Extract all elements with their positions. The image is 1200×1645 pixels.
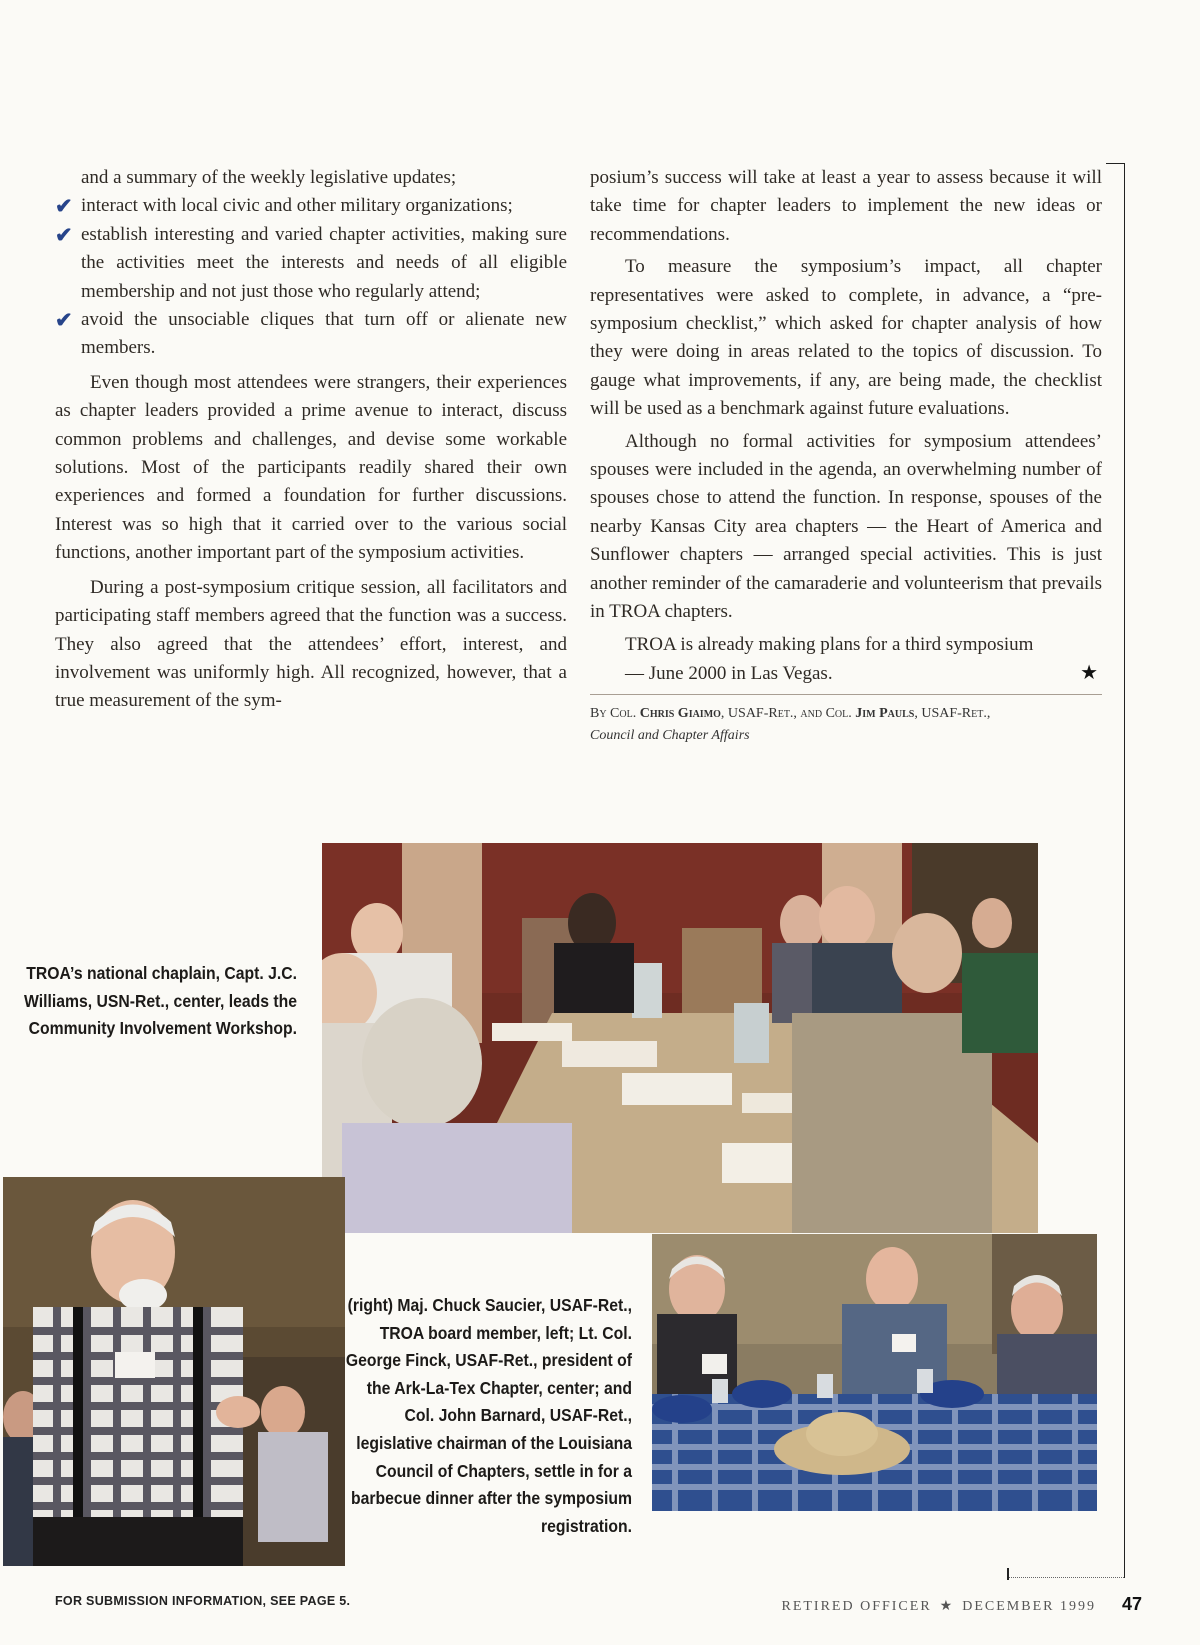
continuation-paragraph: posium’s success will take at least a year to assess because it will take time for chapter leaders to implement the new ideas or recommendations. <box>590 167 1102 245</box>
body-paragraph: Even though most attendees were strangers, their experiences as chapter leaders provided a prime avenue to interact, discuss common problems and challenges, and devise some workable solutions. Most of the participants readily shared their own experiences and formed a foundation for further discussions. Interest was so high that it carried over to the various social functions, another important part of the symposium activities. <box>55 371 567 564</box>
body-paragraph: Although no formal activities for symposium attendees’ spouses were included in the agenda, an overwhelming number of spouses chose to attend the function. In response, spouses of the nearby Kansas City area chapters — the Heart of America and Sunflower chapters — arranged special activities. This is just another reminder of the camaraderie and volunteerism that prevails in TROA chapters. <box>590 430 1102 623</box>
bullet-item <box>55 306 567 363</box>
byline-department: Council and Chapter Affairs <box>590 728 750 744</box>
caption-chaplain: TROA’s national chaplain, Capt. J.C. Williams, USN-Ret., center, leads the Community Involvement Workshop. <box>24 963 298 1039</box>
byline-author: Jim Pauls <box>855 706 915 722</box>
checkmark-icon: ✔ <box>55 222 73 247</box>
page-number: 47 <box>1121 1594 1142 1614</box>
photo-community-workshop <box>322 843 1038 1233</box>
article-right-column <box>590 164 1102 747</box>
publication-name: RETIRED OFFICER <box>781 1599 932 1614</box>
end-star-icon: ★ <box>1080 661 1098 684</box>
footer-submission-note: FOR SUBMISSION INFORMATION, SEE PAGE 5. <box>55 1594 351 1608</box>
byline-by: By Col. <box>590 706 637 722</box>
bullet-text: avoid the unsociable cliques that turn off or alienate new members. <box>81 309 567 359</box>
final-paragraph-end <box>590 659 1102 688</box>
bullet-text: interact with local civic and other military organizations; <box>81 195 513 217</box>
photo-man-speaking <box>3 1177 345 1566</box>
bullet-item <box>55 192 567 220</box>
body-paragraph: During a post-symposium critique session, all facilitators and participating staff members agreed that the function was a success. They also agreed that the attendees’ effort, interest, and involvement was uniformly high. All recognized, however, that a true measurement of the sym- <box>55 576 567 712</box>
byline-rank: , USAF-Ret., <box>914 706 991 722</box>
body-paragraph: To measure the symposium’s impact, all chapter representatives were asked to complete, in advance, a “pre-symposium checklist,” which asked for chapter analysis of how they were doing in areas related to the topics of discussion. To gauge what improvements, if any, are being made, the checklist will be used as a benchmark against future evaluations. <box>590 256 1102 420</box>
checkmark-icon: ✔ <box>55 308 73 333</box>
footer-publication <box>781 1594 1142 1615</box>
article-left-column <box>55 164 567 716</box>
frame-top-rule <box>1106 163 1124 164</box>
final-paragraph-line: — June 2000 in Las Vegas. <box>625 662 833 684</box>
photo-barbecue-dinner <box>652 1234 1097 1511</box>
caption-barbecue: (right) Maj. Chuck Saucier, USAF-Ret., TROA board member, left; Lt. Col. George Finck, USAF-Ret., president of the Ark-La-Tex Chapter, center; and Col. John Barnard, USAF-Ret., legislative chairman of the Louisiana Council of Chapters, settle in for a barbecue dinner after the symposium registration. <box>345 1295 632 1536</box>
bullet-item <box>55 221 567 306</box>
byline-author: Chris Giaimo <box>639 706 721 722</box>
byline-rank: , USAF-Ret., and Col. <box>720 706 852 722</box>
footer-star-icon: ★ <box>939 1599 955 1614</box>
bullet-text: establish interesting and varied chapter activities, making sure the activities meet the interests and needs of all eligible membership and not just those who regularly attend; <box>81 223 567 302</box>
final-paragraph-line: TROA is already making plans for a third symposium <box>625 633 1034 655</box>
lead-fragment: and a summary of the weekly legislative updates; <box>81 167 457 188</box>
frame-bottom-rule <box>1008 1577 1124 1578</box>
checkmark-icon: ✔ <box>55 194 73 219</box>
byline <box>590 694 1102 747</box>
frame-vertical-rule <box>1124 163 1125 1578</box>
frame-tick <box>1007 1568 1009 1580</box>
issue-date: DECEMBER 1999 <box>962 1599 1096 1614</box>
